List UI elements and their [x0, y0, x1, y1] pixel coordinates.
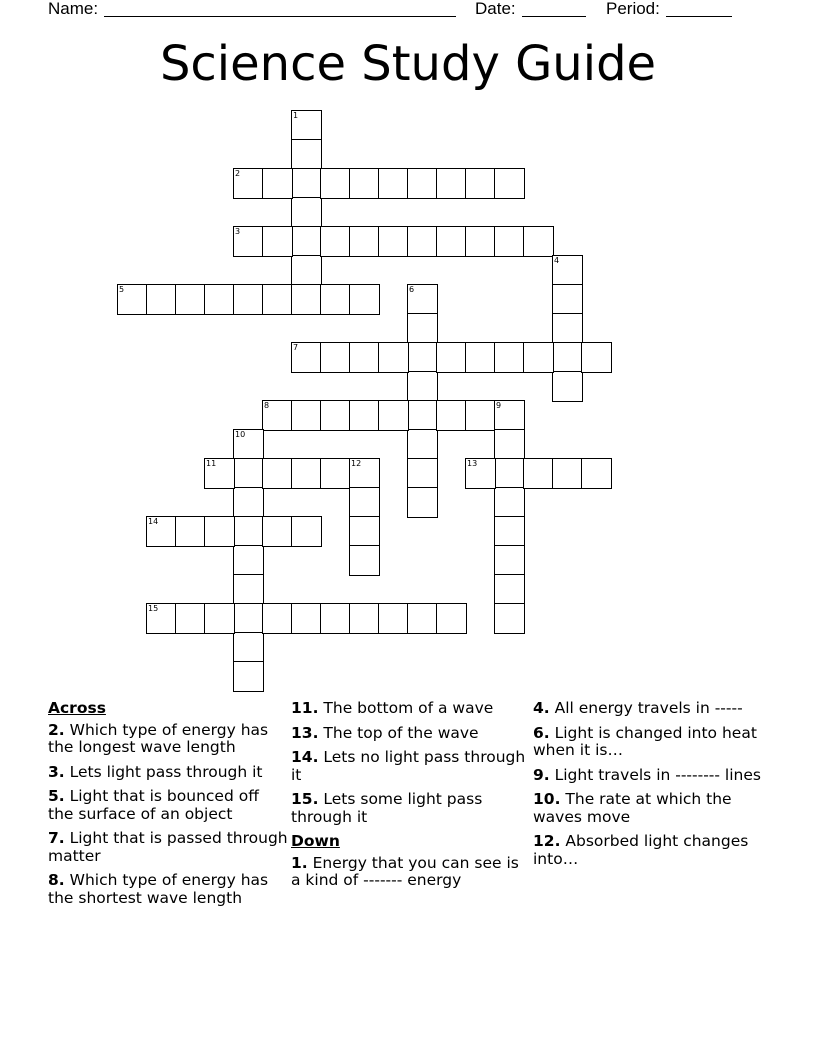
- clue-item: [533, 767, 773, 785]
- crossword-cell[interactable]: [234, 430, 263, 459]
- crossword-cell[interactable]: [292, 256, 321, 285]
- crossword-cell[interactable]: [205, 604, 234, 633]
- date-label: Date:: [475, 0, 516, 18]
- clue-number: 5: [119, 285, 125, 294]
- crossword-cell[interactable]: [495, 575, 524, 604]
- clue-text: All energy travels in -----: [549, 699, 743, 717]
- crossword-cell[interactable]: [205, 459, 234, 488]
- crossword-cell[interactable]: [292, 604, 321, 633]
- crossword-cell[interactable]: [234, 633, 263, 662]
- across-clue-list-continued: [291, 700, 531, 826]
- period-label: Period:: [606, 0, 660, 18]
- clue-number: 2: [235, 169, 241, 178]
- crossword-cell[interactable]: [205, 517, 234, 546]
- crossword-cell[interactable]: [234, 662, 263, 691]
- clue-number: 5.: [48, 787, 65, 805]
- crossword-cell[interactable]: [263, 517, 292, 546]
- crossword-cell[interactable]: [321, 459, 350, 488]
- clue-item: [291, 855, 531, 890]
- clue-text: The top of the wave: [318, 723, 479, 742]
- crossword-cell[interactable]: [553, 256, 582, 285]
- clue-text: Absorbed light changes into…: [533, 832, 749, 868]
- crossword-cell[interactable]: [553, 314, 582, 343]
- crossword-cell[interactable]: [321, 343, 350, 372]
- down-clue-list-continued: [533, 700, 773, 868]
- clue-text: The bottom of a wave: [318, 699, 494, 717]
- crossword-cell[interactable]: [350, 517, 379, 546]
- crossword-cell[interactable]: [147, 604, 176, 633]
- crossword-cell[interactable]: [321, 604, 350, 633]
- crossword-cell[interactable]: [553, 285, 582, 314]
- crossword-cell[interactable]: [234, 604, 263, 633]
- clue-number: 6: [409, 285, 415, 294]
- clue-number: 1: [293, 111, 299, 120]
- crossword-cell[interactable]: [176, 517, 205, 546]
- crossword-cell[interactable]: [147, 285, 176, 314]
- clue-number: 11.: [291, 699, 319, 717]
- clue-item: [48, 722, 288, 757]
- clue-number: 14.: [291, 748, 319, 766]
- down-heading: Down: [291, 832, 340, 850]
- clues-column-3: [533, 700, 773, 875]
- clue-number: 14: [148, 517, 159, 526]
- crossword-cell[interactable]: [263, 459, 292, 488]
- crossword-cell[interactable]: [205, 285, 234, 314]
- crossword-cell[interactable]: [292, 401, 321, 430]
- crossword-cell[interactable]: [408, 227, 437, 256]
- clue-number: 2.: [48, 720, 65, 739]
- clues-column-1: [48, 700, 288, 914]
- clue-text: Lets no light pass through it: [291, 748, 526, 784]
- page-title: Science Study Guide: [159, 36, 657, 92]
- clue-number: 9.: [533, 765, 550, 784]
- crossword-cell[interactable]: [350, 488, 379, 517]
- crossword-cell[interactable]: [350, 459, 379, 488]
- clue-number: 8.: [48, 871, 65, 889]
- crossword-cell[interactable]: [350, 285, 379, 314]
- crossword-cell[interactable]: [321, 227, 350, 256]
- down-clue-list: [291, 855, 531, 890]
- clue-text: Lets light pass through it: [64, 762, 263, 781]
- crossword-cell[interactable]: [118, 285, 147, 314]
- clue-text: Light that is passed through matter: [48, 829, 288, 865]
- crossword-cell[interactable]: [350, 169, 379, 198]
- crossword-cell[interactable]: [234, 285, 263, 314]
- crossword-cell[interactable]: [263, 401, 292, 430]
- crossword-cell[interactable]: [350, 546, 379, 575]
- crossword-cell[interactable]: [495, 517, 524, 546]
- clue-text: The rate at which the waves move: [533, 790, 732, 826]
- clue-text: Light is changed into heat when it is…: [533, 723, 757, 759]
- clue-item: [291, 749, 531, 784]
- clue-number: 7.: [48, 829, 65, 847]
- clue-text: Light that is bounced off the surface of an object: [48, 787, 259, 823]
- clue-item: [48, 788, 288, 823]
- clue-item: [291, 725, 531, 743]
- clue-item: [533, 725, 773, 760]
- crossword-cell[interactable]: [321, 401, 350, 430]
- clue-item: [48, 830, 288, 865]
- crossword-cell[interactable]: [495, 546, 524, 575]
- crossword-cell[interactable]: [292, 140, 321, 169]
- crossword-cell[interactable]: [495, 430, 524, 459]
- crossword-cell[interactable]: [437, 227, 466, 256]
- clue-item: [48, 764, 288, 782]
- crossword-cell[interactable]: [379, 169, 408, 198]
- crossword-cell[interactable]: [350, 604, 379, 633]
- crossword-cell[interactable]: [466, 401, 495, 430]
- crossword-cell[interactable]: [466, 227, 495, 256]
- crossword-cell[interactable]: [147, 517, 176, 546]
- clue-text: Lets some light pass through it: [291, 790, 483, 826]
- crossword-cell[interactable]: [408, 169, 437, 198]
- crossword-cell[interactable]: [408, 372, 437, 401]
- crossword-cell[interactable]: [408, 488, 437, 517]
- clue-number: 3.: [48, 762, 65, 781]
- crossword-cell[interactable]: [524, 227, 553, 256]
- crossword-cell[interactable]: [553, 372, 582, 401]
- across-clue-list: [48, 722, 288, 908]
- clue-text: Which type of energy has the longest wave length: [48, 720, 269, 756]
- crossword-cell[interactable]: [408, 430, 437, 459]
- crossword-cell[interactable]: [495, 227, 524, 256]
- crossword-cell[interactable]: [466, 459, 495, 488]
- crossword-cell[interactable]: [263, 227, 292, 256]
- crossword-cell[interactable]: [379, 401, 408, 430]
- clue-number: 1.: [291, 853, 308, 872]
- crossword-cell[interactable]: [263, 285, 292, 314]
- crossword-cell[interactable]: [524, 343, 553, 372]
- clue-number: 7: [293, 343, 299, 352]
- crossword-cell[interactable]: [524, 459, 553, 488]
- crossword-cell[interactable]: [292, 198, 321, 227]
- crossword-cell[interactable]: [495, 459, 524, 488]
- crossword-cell[interactable]: [350, 343, 379, 372]
- clue-number: 4.: [533, 699, 550, 717]
- clue-number: 13.: [291, 723, 319, 742]
- crossword-cell[interactable]: [292, 343, 321, 372]
- clue-number: 3: [235, 227, 241, 236]
- crossword-cell[interactable]: [408, 285, 437, 314]
- clue-item: [533, 700, 773, 718]
- crossword-cell[interactable]: [176, 604, 205, 633]
- crossword-cell[interactable]: [292, 169, 321, 198]
- crossword-cell[interactable]: [321, 169, 350, 198]
- crossword-cell[interactable]: [292, 285, 321, 314]
- crossword-cell[interactable]: [495, 488, 524, 517]
- clue-text: Which type of energy has the shortest wave length: [48, 871, 269, 907]
- crossword-cell[interactable]: [408, 314, 437, 343]
- clue-item: [48, 872, 288, 907]
- crossword-cell[interactable]: [234, 488, 263, 517]
- crossword-cell[interactable]: [437, 401, 466, 430]
- crossword-cell[interactable]: [495, 343, 524, 372]
- crossword-cell[interactable]: [582, 459, 611, 488]
- crossword-cell[interactable]: [263, 169, 292, 198]
- crossword-cell[interactable]: [292, 459, 321, 488]
- across-heading: Across: [48, 699, 106, 717]
- clue-item: [533, 791, 773, 826]
- crossword-cell[interactable]: [321, 285, 350, 314]
- crossword-cell[interactable]: [263, 604, 292, 633]
- clue-number: 10: [235, 430, 246, 439]
- crossword-cell[interactable]: [466, 169, 495, 198]
- crossword-cell[interactable]: [379, 343, 408, 372]
- crossword-cell[interactable]: [379, 604, 408, 633]
- crossword-cell[interactable]: [292, 227, 321, 256]
- clue-number: 13: [467, 459, 478, 468]
- crossword-cell[interactable]: [553, 343, 582, 372]
- crossword-cell[interactable]: [437, 169, 466, 198]
- clue-number: 15.: [291, 790, 319, 808]
- clue-item: [533, 833, 773, 868]
- crossword-cell[interactable]: [553, 459, 582, 488]
- crossword-cell[interactable]: [408, 401, 437, 430]
- crossword-cell[interactable]: [437, 604, 466, 633]
- crossword-cell[interactable]: [408, 343, 437, 372]
- clues-column-2: [291, 700, 531, 897]
- clue-number: 12: [351, 459, 362, 468]
- clue-text: Light travels in -------- lines: [549, 765, 761, 784]
- crossword-cell[interactable]: [292, 517, 321, 546]
- crossword-cell[interactable]: [234, 546, 263, 575]
- clue-number: 11: [206, 459, 217, 468]
- crossword-cell[interactable]: [234, 575, 263, 604]
- crossword-cell[interactable]: [234, 517, 263, 546]
- crossword-cell[interactable]: [466, 343, 495, 372]
- clue-number: 15: [148, 604, 159, 613]
- clue-text: Energy that you can see is a kind of ------- energy: [291, 853, 519, 889]
- crossword-cell[interactable]: [495, 401, 524, 430]
- crossword-cell[interactable]: [350, 227, 379, 256]
- crossword-cell[interactable]: [408, 459, 437, 488]
- crossword-cell[interactable]: [292, 111, 321, 140]
- clue-item: [291, 700, 531, 718]
- crossword-cell[interactable]: [495, 169, 524, 198]
- crossword-cell[interactable]: [350, 401, 379, 430]
- crossword-cell[interactable]: [176, 285, 205, 314]
- crossword-cell[interactable]: [582, 343, 611, 372]
- clue-number: 6.: [533, 723, 550, 742]
- crossword-cell[interactable]: [234, 169, 263, 198]
- crossword-cell[interactable]: [379, 227, 408, 256]
- name-label: Name:: [48, 0, 99, 18]
- clue-number: 10.: [533, 790, 561, 808]
- crossword-cell[interactable]: [234, 459, 263, 488]
- crossword-cell[interactable]: [234, 227, 263, 256]
- clue-number: 12.: [533, 832, 561, 850]
- crossword-cell[interactable]: [437, 343, 466, 372]
- clue-item: [291, 791, 531, 826]
- crossword-cell[interactable]: [408, 604, 437, 633]
- crossword-cell[interactable]: [495, 604, 524, 633]
- clue-number: 9: [496, 401, 502, 410]
- clue-number: 4: [554, 256, 560, 265]
- clue-number: 8: [264, 401, 270, 410]
